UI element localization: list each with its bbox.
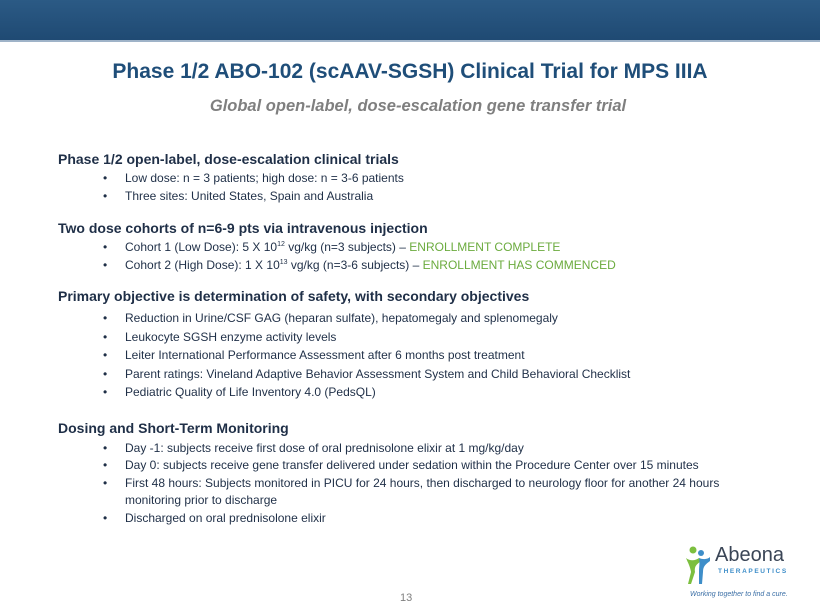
cohort-dose-text: Cohort 2 (High Dose): 1 X 10 [125, 257, 280, 272]
list-item: • Parent ratings: Vineland Adaptive Behavior Assessment System and Child Behavioral Checklist [58, 365, 768, 384]
logo-tagline: Working together to find a cure. [690, 591, 788, 598]
section-heading: Phase 1/2 open-label, dose-escalation clinical trials [58, 151, 399, 167]
bullet-list [58, 239, 768, 274]
cohort-subjects-text: vg/kg (n=3-6 subjects) – [287, 257, 423, 272]
logo-figure-icon [682, 544, 712, 588]
logo-name: Abeona [715, 544, 784, 566]
list-item-cohort-1 [58, 239, 768, 257]
dose-exponent: 13 [279, 258, 288, 266]
header-rule [0, 40, 820, 42]
logo-subtitle: THERAPEUTICS [718, 568, 788, 575]
slide-body [58, 150, 768, 527]
slide-subtitle: Global open-label, dose-escalation gene transfer trial [209, 97, 627, 115]
section-trial-design [58, 150, 768, 205]
section-dose-cohorts [58, 219, 768, 274]
list-item: • Discharged on oral prednisolone elixir [58, 510, 768, 528]
company-logo [682, 542, 807, 604]
bullet-list [58, 440, 768, 528]
section-objectives [58, 287, 768, 402]
list-item: • Three sites: United States, Spain and Australia [58, 188, 768, 206]
section-heading: Primary objective is determination of safety, with secondary objectives [58, 288, 530, 304]
list-item: • Reduction in Urine/CSF GAG (heparan sulfate), hepatomegaly and splenomegaly [58, 309, 768, 328]
dose-exponent: 12 [277, 241, 285, 248]
list-item: • Low dose: n = 3 patients; high dose: n = 3-6 patients [58, 170, 768, 188]
section-heading: Two dose cohorts of n=6-9 pts via intravenous injection [58, 220, 428, 236]
enrollment-status: ENROLLMENT HAS COMMENCED [422, 257, 616, 272]
section-heading: Dosing and Short-Term Monitoring [58, 419, 289, 436]
enrollment-status: ENROLLMENT COMPLETE [409, 240, 561, 254]
list-item: • First 48 hours: Subjects monitored in PICU for 24 hours, then discharged to neurology floor for another 24 hours monitoring prior to discharge [58, 475, 768, 510]
list-item-cohort-2 [58, 257, 768, 275]
list-item: • Pediatric Quality of Life Inventory 4.0 (PedsQL) [58, 383, 768, 402]
list-item: • Leiter International Performance Assessment after 6 months post treatment [58, 346, 768, 365]
list-item: • Day -1: subjects receive first dose of oral prednisolone elixir at 1 mg/kg/day [58, 440, 768, 458]
bullet-list [58, 170, 768, 205]
bullet-list [58, 309, 768, 402]
list-item: • Leukocyte SGSH enzyme activity levels [58, 328, 768, 347]
cohort-dose-text: Cohort 1 (Low Dose): 5 X 10 [125, 240, 278, 254]
list-item: • Day 0: subjects receive gene transfer delivered under sedation within the Procedure Center over 15 minutes [58, 457, 768, 475]
section-dosing-monitoring [58, 419, 768, 528]
page-number: 13 [400, 592, 413, 604]
header-bar [0, 0, 820, 40]
cohort-subjects-text: vg/kg (n=3 subjects) – [284, 240, 410, 254]
slide-title: Phase 1/2 ABO-102 (scAAV-SGSH) Clinical Trial for MPS IIIA [112, 60, 708, 83]
